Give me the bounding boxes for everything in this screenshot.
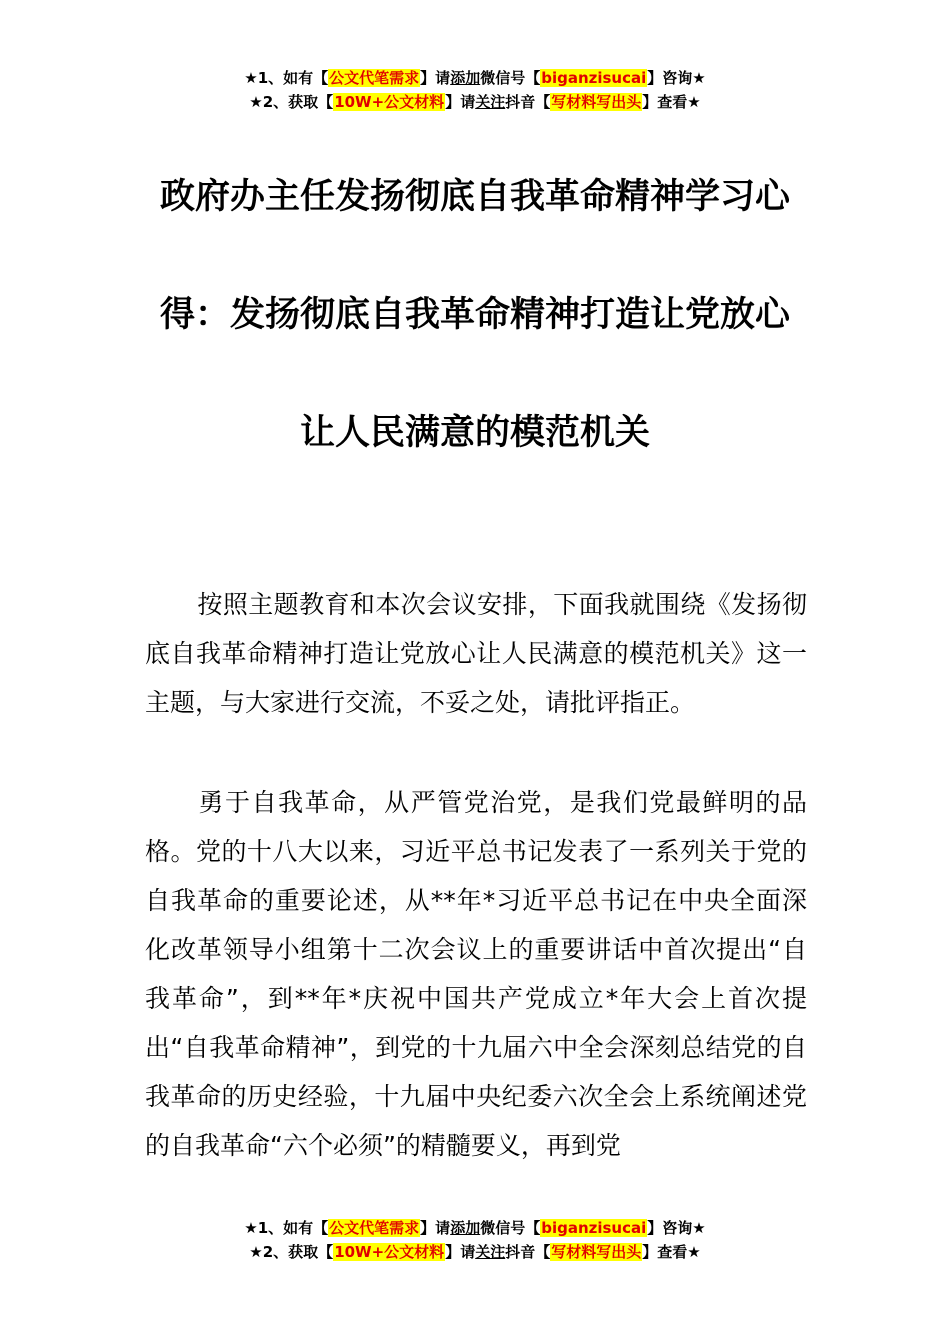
banner-text: 抖音【 (505, 93, 551, 111)
banner-text: 抖音【 (505, 1243, 551, 1261)
banner-text: 】咨询★ (647, 69, 706, 87)
title-line-2: 得：发扬彻底自我革命精神打造让党放心 (159, 295, 790, 335)
title-line-1: 政府办主任发扬彻底自我革命精神学习心 (159, 177, 790, 217)
title-line-3: 让人民满意的模范机关 (299, 413, 650, 453)
paragraph-2 (145, 778, 807, 1170)
banner-highlight: 写材料写出头 (551, 1243, 642, 1261)
banner-text: 】请 (420, 69, 451, 87)
banner-text: 】请 (420, 1219, 451, 1237)
paragraph-1 (145, 580, 807, 727)
banner-underline: 添加 (450, 1219, 481, 1237)
banner-line-2 (0, 1240, 950, 1264)
banner-text: ★2、获取【 (249, 93, 334, 111)
banner-text: 】查看★ (642, 1243, 701, 1261)
banner-highlight: biganzisucai (541, 1219, 647, 1237)
banner-underline: 关注 (475, 1243, 506, 1261)
banner-text: ★1、如有【 (244, 69, 329, 87)
banner-highlight: 写材料写出头 (551, 93, 642, 111)
banner-text: 】请 (445, 1243, 476, 1261)
banner-highlight: 公文代笔需求 (329, 69, 420, 87)
banner-text: 微信号【 (480, 1219, 541, 1237)
footer-banner (0, 1216, 950, 1264)
banner-highlight: 10W+公文材料 (334, 1243, 445, 1261)
banner-highlight: biganzisucai (541, 69, 647, 87)
banner-line-2 (0, 90, 950, 114)
document-title (145, 138, 805, 492)
paragraph-text: 按照主题教育和本次会议安排，下面我就围绕《发扬彻底自我革命精神打造让党放心让人民满意的模范机关》这一主题，与大家进行交流，不妥之处，请批评指正。 (145, 590, 807, 717)
banner-highlight: 10W+公文材料 (334, 93, 445, 111)
paragraph-text: 勇于自我革命，从严管党治党，是我们党最鲜明的品格。党的十八大以来，习近平总书记发表了一系列关于党的自我革命的重要论述，从**年*习近平总书记在中央全面深化改革领导小组第十二次会议上的重要讲话中首次提出“自我革命”，到**年*庆祝中国共产党成立*年大会上首次提出“自我革命精神”，到党的十九届六中全会深刻总结党的自我革命的历史经验，十九届中央纪委六次全会上系统阐述党的自我革命“六个必须”的精髓要义，再到党 (145, 788, 807, 1160)
banner-underline: 添加 (450, 69, 481, 87)
banner-line-1 (0, 66, 950, 90)
banner-underline: 关注 (475, 93, 506, 111)
banner-text: ★2、获取【 (249, 1243, 334, 1261)
banner-text: 】查看★ (642, 93, 701, 111)
banner-text: ★1、如有【 (244, 1219, 329, 1237)
banner-text: 】咨询★ (647, 1219, 706, 1237)
header-banner (0, 66, 950, 114)
banner-highlight: 公文代笔需求 (329, 1219, 420, 1237)
banner-text: 微信号【 (480, 69, 541, 87)
banner-line-1 (0, 1216, 950, 1240)
banner-text: 】请 (445, 93, 476, 111)
